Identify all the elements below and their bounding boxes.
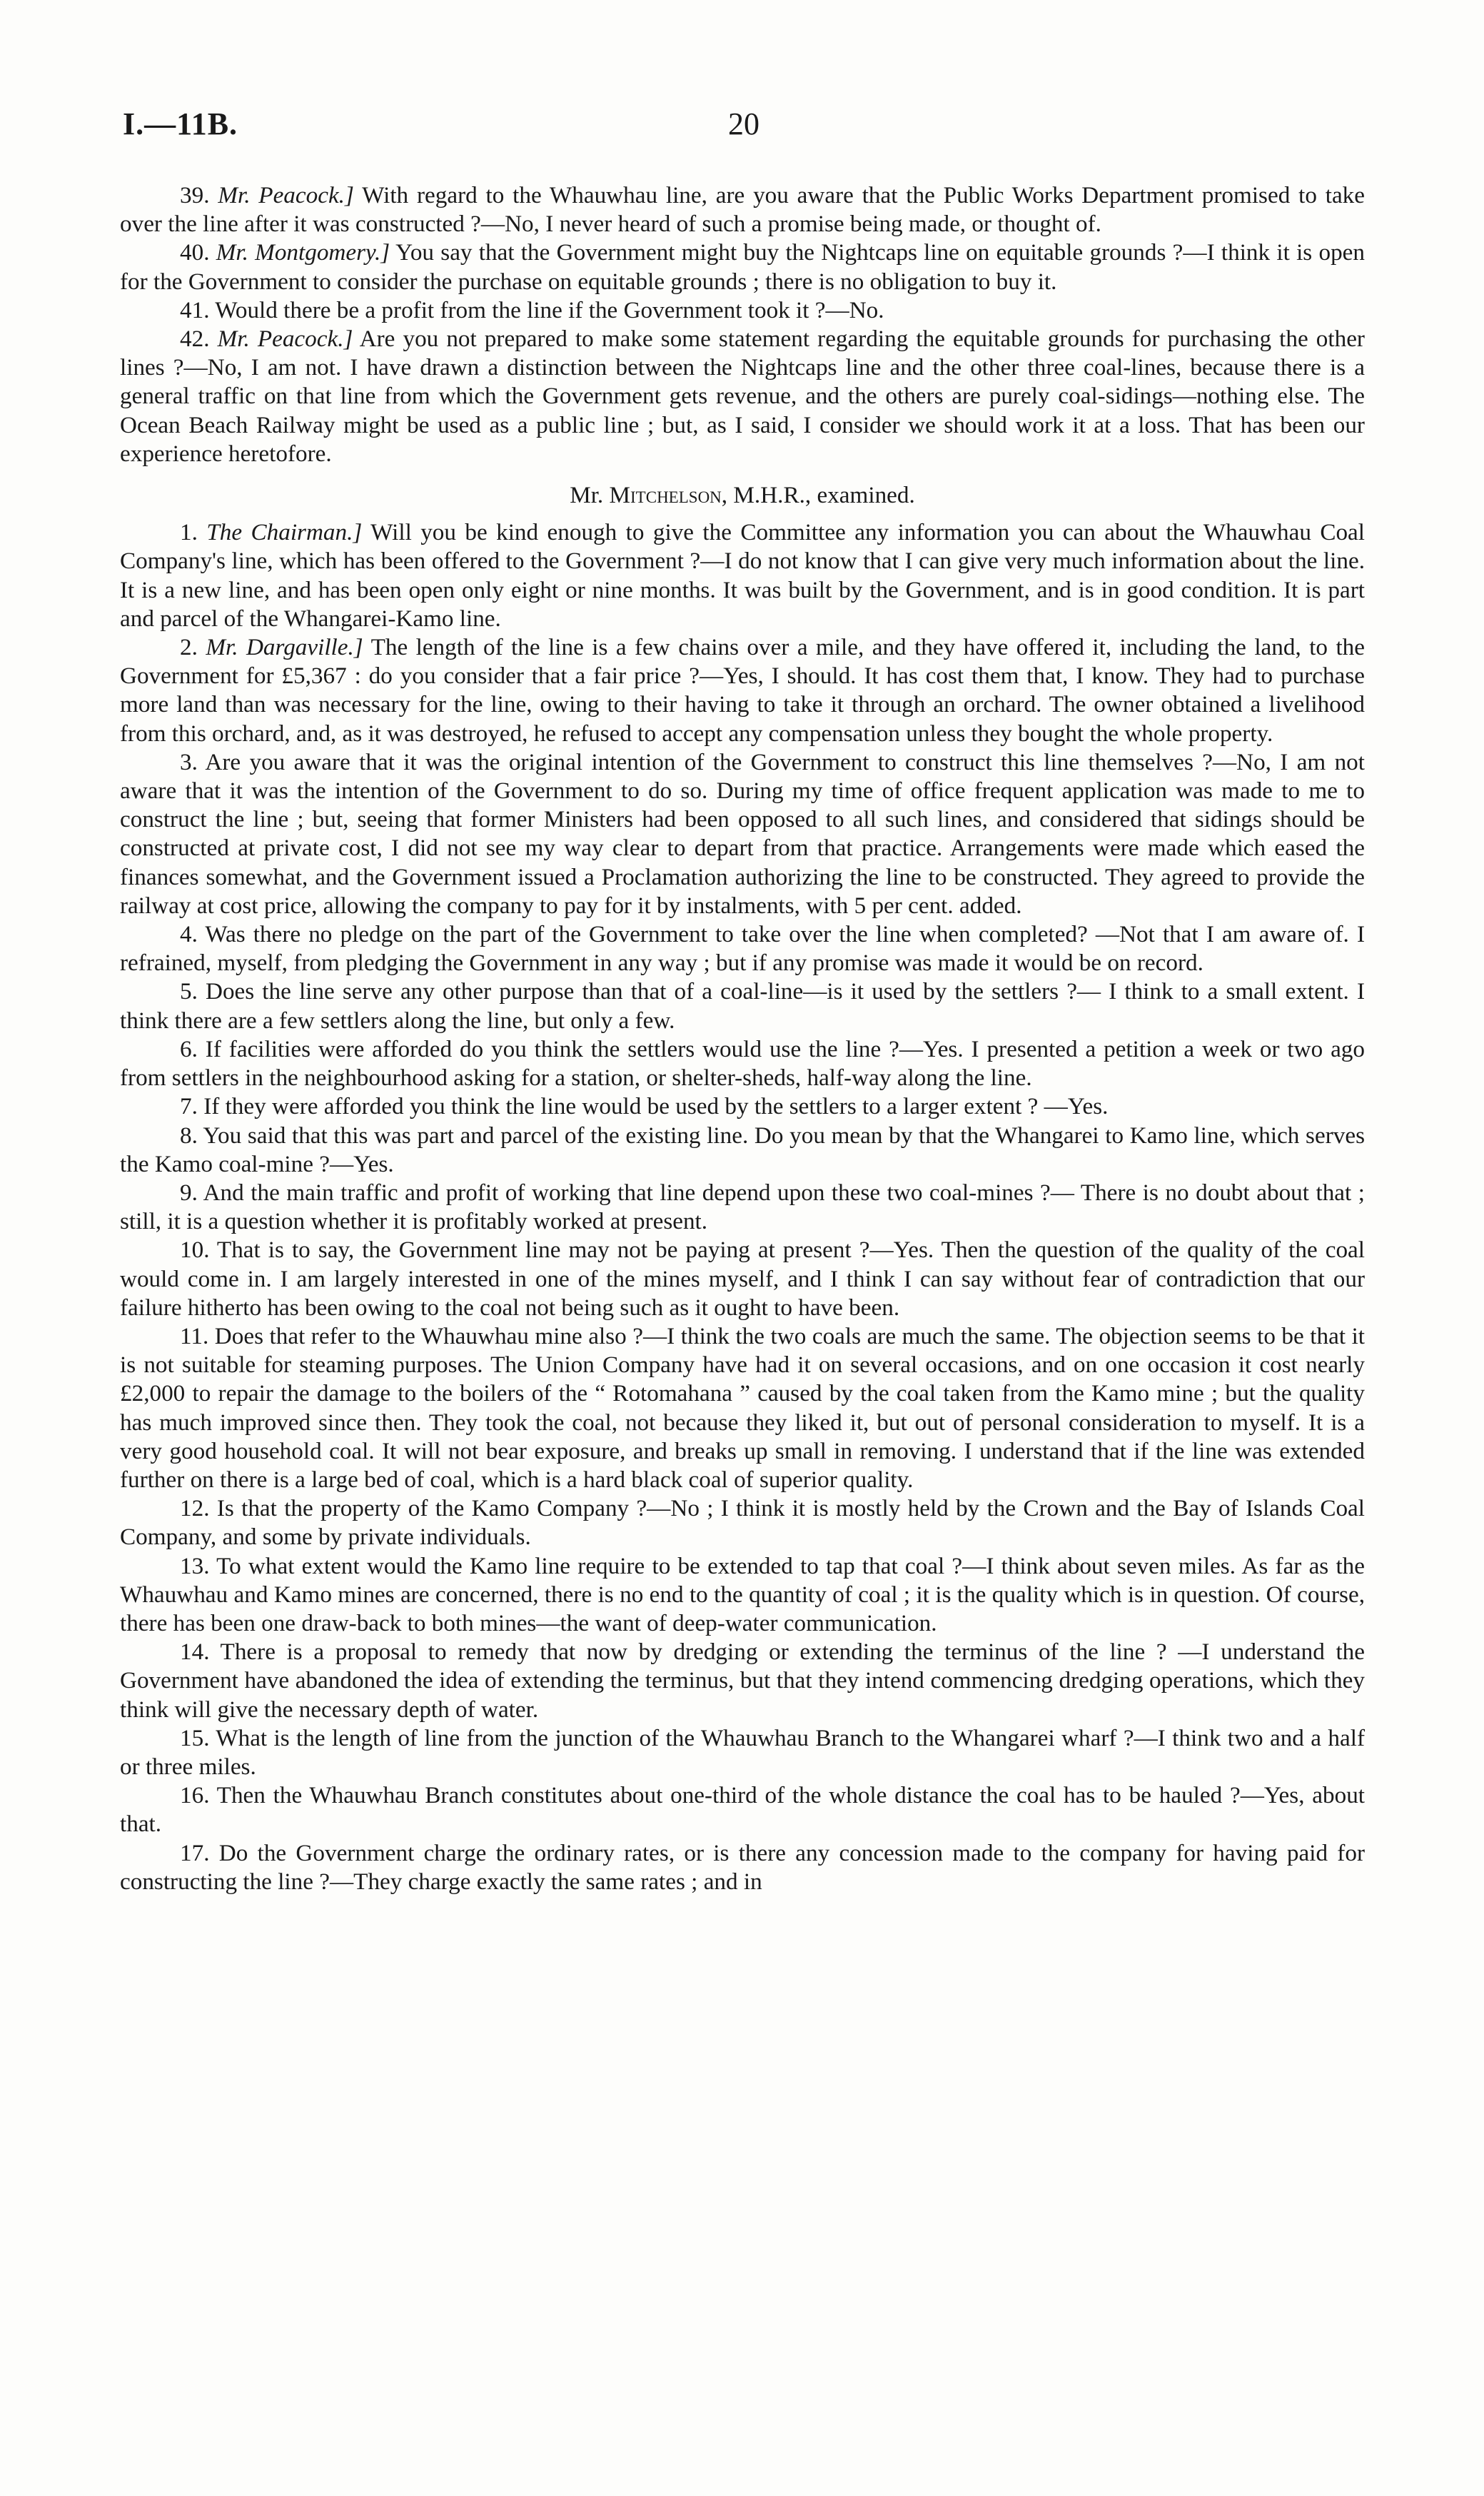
question-text: What is the length of line from the junction of the Whauwhau Branch to the Whangarei wharf ?—I think two and a half or three miles.	[120, 1724, 1365, 1780]
question-paragraph	[120, 920, 1365, 977]
question-text: With regard to the Whauwhau line, are you aware that the Public Works Department promised to take over the line after it was constructed ?—No, I never heard of such a promise being made, or thought of.	[120, 182, 1366, 238]
question-number: 11.	[180, 1322, 209, 1349]
speaker-name: Mr. Peacock.]	[218, 182, 354, 208]
question-text: If facilities were afforded do you think the settlers would use the line ?—Yes. I presented a petition a week or two ago from settlers in the neighbourhood asking for a station, or shelter-sheds, half-way along the line.	[120, 1035, 1365, 1092]
question-text: Does the line serve any other purpose than that of a coal-line—is it used by the settlers ?— I think to a small extent. I think there are a few settlers along the line, but only a few.	[120, 978, 1366, 1034]
question-paragraph	[120, 325, 1365, 468]
question-paragraph	[120, 1724, 1365, 1781]
question-number: 42.	[180, 326, 210, 353]
evidence-block-before	[120, 181, 1365, 468]
question-number: 1.	[180, 519, 198, 546]
question-number: 3.	[180, 748, 198, 775]
question-number: 40.	[180, 239, 210, 266]
question-number: 5.	[180, 978, 198, 1005]
question-number: 9.	[180, 1179, 198, 1206]
question-text: Was there no pledge on the part of the Government to take over the line when completed? —Not that I am aware of. I refrained, myself, from pledging the Government in any way ; but if any promise was made it would be on record.	[120, 921, 1365, 977]
question-number: 6.	[180, 1035, 198, 1062]
question-number: 41.	[180, 296, 210, 323]
question-number: 16.	[180, 1782, 210, 1809]
page-body	[120, 181, 1365, 1896]
question-paragraph	[120, 1322, 1365, 1494]
question-number: 39.	[180, 182, 210, 208]
question-text: That is to say, the Government line may not be paying at present ?—Yes. Then the question of the quality of the coal would come in. I am largely interested in one of the mines myself, and I think I can say without fear of contradiction that our failure hitherto has been owing to the coal not being such as it ought to have been.	[120, 1237, 1365, 1321]
question-text: You said that this was part and parcel of the existing line. Do you mean by that the Whangarei to Kamo line, which serves the Kamo coal-mine ?—Yes.	[120, 1122, 1365, 1177]
speaker-name: Mr. Montgomery.]	[216, 239, 390, 266]
question-paragraph	[120, 238, 1365, 296]
evidence-block-after	[120, 518, 1365, 1896]
question-number: 4.	[180, 921, 198, 948]
question-paragraph	[120, 748, 1365, 920]
page-header	[123, 106, 1365, 156]
question-number: 2.	[180, 634, 198, 661]
heading-suffix: , M.H.R., examined.	[721, 482, 915, 509]
paper-reference: I.—11B.	[123, 106, 238, 141]
question-paragraph	[120, 1638, 1365, 1724]
question-number: 12.	[180, 1495, 210, 1522]
question-number: 7.	[180, 1093, 198, 1120]
question-paragraph	[120, 518, 1365, 633]
question-paragraph	[120, 1035, 1365, 1092]
question-text: Does that refer to the Whauwhau mine also ?—I think the two coals are much the same. The objection seems to be that it is not suitable for steaming purposes. The Union Company have had it on several occasions, and on one occasion it cost nearly £2,000 to repair the damage to the boilers of the “ Rotomahana ” caused by the coal taken from the Kamo mine ; but the quality has much improved since then. They took the coal, not because they liked it, but out of personal consideration to myself. It is a very good household coal. It will not bear exposure, and breaks up small in removing. I understand that if the line was extended further on there is a large bed of coal, which is a hard black coal of superior quality.	[120, 1322, 1366, 1493]
question-paragraph	[120, 296, 1365, 325]
page-number: 20	[728, 106, 759, 141]
question-number: 13.	[180, 1552, 210, 1579]
question-text: If they were afforded you think the line would be used by the settlers to a larger extent ? —Yes.	[203, 1093, 1109, 1120]
question-paragraph	[120, 1494, 1365, 1551]
question-paragraph	[120, 977, 1365, 1035]
heading-prefix: Mr.	[570, 482, 604, 509]
question-paragraph	[120, 1092, 1365, 1121]
speaker-name: Mr. Dargaville.]	[206, 634, 363, 661]
question-number: 17.	[180, 1839, 210, 1866]
question-number: 15.	[180, 1724, 210, 1751]
question-text: To what extent would the Kamo line require to be extended to tap that coal ?—I think about seven miles. As far as the Whauwhau and Kamo mines are concerned, there is no end to the quantity of coal ; it is the quality which is in question. Of course, there has been one draw-back to both mines—the want of deep-water communication.	[120, 1552, 1365, 1636]
question-number: 14.	[180, 1639, 210, 1666]
speaker-name: Mr. Peacock.]	[217, 326, 353, 353]
question-text: Are you aware that it was the original intention of the Government to construct this line themselves ?—No, I am not aware that it was the intention of the Government to do so. During my time of office frequent application was made to me to construct the line ; but, seeing that former Ministers had been opposed to all such lines, and considered that sidings should be constructed at private cost, I did not see my way clear to depart from that practice. Arrangements were made which eased the finances somewhat, and the Government issued a Proclamation authorizing the line to be constructed. They agreed to provide the railway at cost price, allowing the company to pay for it by instalments, with 5 per cent. added.	[120, 748, 1365, 919]
question-text: Are you not prepared to make some statement regarding the equitable grounds for purchasing the other lines ?—No, I am not. I have drawn a distinction between the Nightcaps line and the other three coal-lines, because there is a general traffic on that line from which the Government gets revenue, and the others are purely coal-sidings—nothing else. The Ocean Beach Railway might be used as a public line ; but, as I said, I consider we should work it at a loss. That has been our experience heretofore.	[120, 326, 1365, 467]
question-number: 8.	[180, 1122, 198, 1149]
question-paragraph	[120, 1122, 1365, 1179]
question-text: You say that the Government might buy the Nightcaps line on equitable grounds ?—I think it is open for the Government to consider the purchase on equitable grounds ; there is no obligation to buy it.	[120, 239, 1365, 295]
question-paragraph	[120, 1781, 1365, 1838]
question-paragraph	[120, 633, 1365, 748]
question-text: Do the Government charge the ordinary rates, or is there any concession made to the company for having paid for constructing the line ?—They charge exactly the same rates ; and in	[120, 1839, 1366, 1895]
question-text: Would there be a profit from the line if the Government took it ?—No.	[215, 296, 884, 323]
witness-heading	[120, 481, 1365, 510]
question-paragraph	[120, 1179, 1365, 1236]
question-text: Will you be kind enough to give the Committee any information you can about the Whauwhau Coal Company's line, which has been offered to the Government ?—I do not know that I can give very much information about the line. It is a new line, and has been open only eight or nine months. It was built by the Government, and is in good condition. It is part and parcel of the Whangarei-Kamo line.	[120, 519, 1366, 632]
speaker-name: The Chairman.]	[206, 519, 363, 546]
question-text: Then the Whauwhau Branch constitutes about one-third of the whole distance the coal has to be hauled ?—Yes, about that.	[120, 1782, 1366, 1838]
question-paragraph	[120, 181, 1365, 238]
question-paragraph	[120, 1839, 1365, 1896]
question-paragraph	[120, 1236, 1365, 1322]
question-text: There is a proposal to remedy that now by dredging or extending the terminus of the line ? —I understand the Government have abandoned the idea of extending the terminus, but that they intend commencing dredging operations, which they think will give the necessary depth of water.	[120, 1639, 1365, 1723]
question-text: The length of the line is a few chains over a mile, and they have offered it, including the land, to the Government for £5,367 : do you consider that a fair price ?—Yes, I should. It has cost them that, I know. They had to purchase more land than was necessary for the line, owing to their having to take it through an orchard. The owner obtained a livelihood from this orchard, and, as it was destroyed, he refused to accept any compensation unless they bought the whole property.	[120, 634, 1366, 747]
question-number: 10.	[180, 1237, 210, 1264]
witness-name: Mitchelson	[609, 482, 722, 509]
question-text: Is that the property of the Kamo Company ?—No ; I think it is mostly held by the Crown and the Bay of Islands Coal Company, and some by private individuals.	[120, 1495, 1365, 1551]
question-text: And the main traffic and profit of working that line depend upon these two coal-mines ?— There is no doubt about that ; still, it is a question whether it is profitably worked at present.	[120, 1179, 1365, 1235]
question-paragraph	[120, 1552, 1365, 1639]
